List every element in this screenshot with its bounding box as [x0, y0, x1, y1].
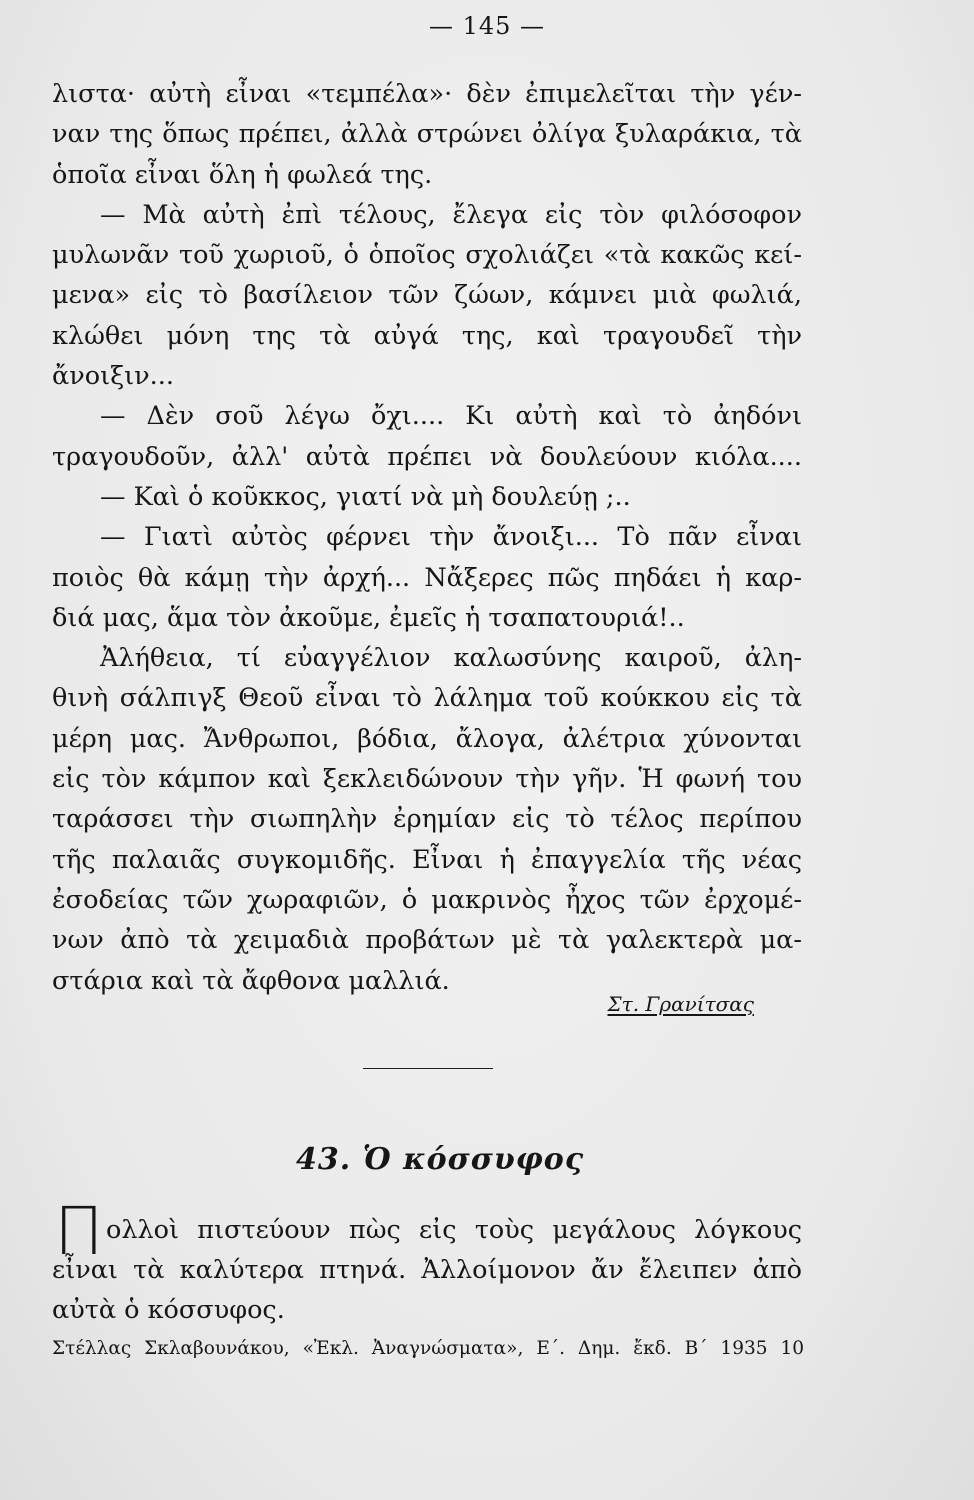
text-line: — Γιατὶ αὐτὸς φέρνει τὴν ἄνοιξι... Τὸ πᾶν εἶναι: [100, 522, 802, 553]
text-line: — Καὶ ὁ κοῦκκος, γιατί νὰ μὴ δουλεύῃ ;..: [100, 481, 631, 512]
section-intro-text: [52, 1210, 802, 1330]
text-line: ὁποῖα εἶναι ὅλη ἡ φωλεά της.: [52, 159, 433, 190]
text-line: θινὴ σάλπιγξ Θεοῦ εἶναι τὸ λάλημα τοῦ κούκκου εἰς τὰ: [52, 683, 802, 714]
text-line: διά μας, ἅμα τὸν ἀκοῦμε, ἐμεῖς ἡ τσαπατουριά!..: [52, 602, 685, 633]
text-line: νων ἀπὸ τὰ χειμαδιὰ προβάτων μὲ τὰ γαλεκτερὰ μα-: [52, 925, 802, 956]
text-line: μενα» εἰς τὸ βασίλειον τῶν ζώων, κάμνει μιὰ φωλιά,: [52, 280, 802, 311]
text-line: τραγουδοῦν, ἀλλ' αὐτὰ πρέπει νὰ δουλεύουν κιόλα....: [52, 441, 802, 472]
text-line: εἰς τὸν κάμπον καὶ ξεκλειδώνουν τὴν γῆν. Ἡ φωνή του: [52, 764, 802, 795]
text-line: ποιὸς θὰ κάμῃ τὴν ἀρχή... Νἄξερες πῶς πηδάει ἡ καρ-: [52, 562, 802, 593]
text-line: — Μὰ αὐτὴ ἐπὶ τέλους, ἔλεγα εἰς τὸν φιλόσοφον: [100, 199, 802, 230]
text-line: εἶναι τὰ καλύτερα πτηνά. Ἀλλοίμονον ἄν ἔλειπεν ἀπὸ: [52, 1255, 802, 1285]
text-line: στάρια καὶ τὰ ἄφθονα μαλλιά.: [52, 965, 450, 996]
page-footer-citation: Στέλλας Σκλαβουνάκου, «Ἐκλ. Ἀναγνώσματα», Ε΄. Δημ. ἔκδ. Β΄ 1935 10: [52, 1338, 804, 1359]
text-line: ναν της ὅπως πρέπει, ἀλλὰ στρώνει ὀλίγα ξυλαράκια, τὰ: [52, 119, 802, 150]
text-line: αὐτὰ ὁ κόσσυφος.: [52, 1295, 285, 1325]
body-paragraphs: [52, 74, 802, 1001]
page-number: — 145 —: [428, 12, 546, 40]
text-line: — Δὲν σοῦ λέγω ὄχι.... Κι αὐτὴ καὶ τὸ ἀηδόνι: [100, 401, 802, 432]
text-line: ἄνοιξιν...: [52, 361, 174, 392]
text-line: λιστα· αὐτὴ εἶναι «τεμπέλα»· δὲν ἐπιμελεῖται τὴν γέν-: [52, 79, 802, 109]
text-line: τῆς παλαιᾶς συγκομιδῆς. Εἶναι ἡ ἐπαγγελία τῆς νέας: [52, 844, 802, 875]
text-line: ολλοὶ πιστεύουν πὼς εἰς τοὺς μεγάλους λόγκους: [106, 1215, 802, 1245]
text-line: Ἀλήθεια, τί εὐαγγέλιον καλωσύνης καιροῦ, ἀλη-: [100, 643, 802, 674]
text-line: ἐσοδείας τῶν χωραφιῶν, ὁ μακρινὸς ἦχος τῶν ἐρχομέ-: [52, 884, 802, 915]
text-line: ταράσσει τὴν σιωπηλὴν ἐρημίαν εἰς τὸ τέλος περίπου: [52, 804, 802, 835]
author-signature: Στ. Γρανίτσας: [607, 992, 754, 1016]
text-line: μυλωνᾶν τοῦ χωριοῦ, ὁ ὁποῖος σχολιάζει «τὰ κακῶς κεί-: [52, 240, 802, 271]
text-line: μέρη μας. Ἄνθρωποι, βόδια, ἄλογα, ἀλέτρια χύνονται: [52, 723, 802, 754]
text-line: κλώθει μόνη της τὰ αὐγά της, καὶ τραγουδεῖ τὴν: [52, 320, 802, 351]
section-divider: [363, 1068, 493, 1069]
section-title: 43. Ὁ κόσσυφος: [296, 1142, 585, 1177]
drop-cap: Π: [54, 1193, 104, 1270]
